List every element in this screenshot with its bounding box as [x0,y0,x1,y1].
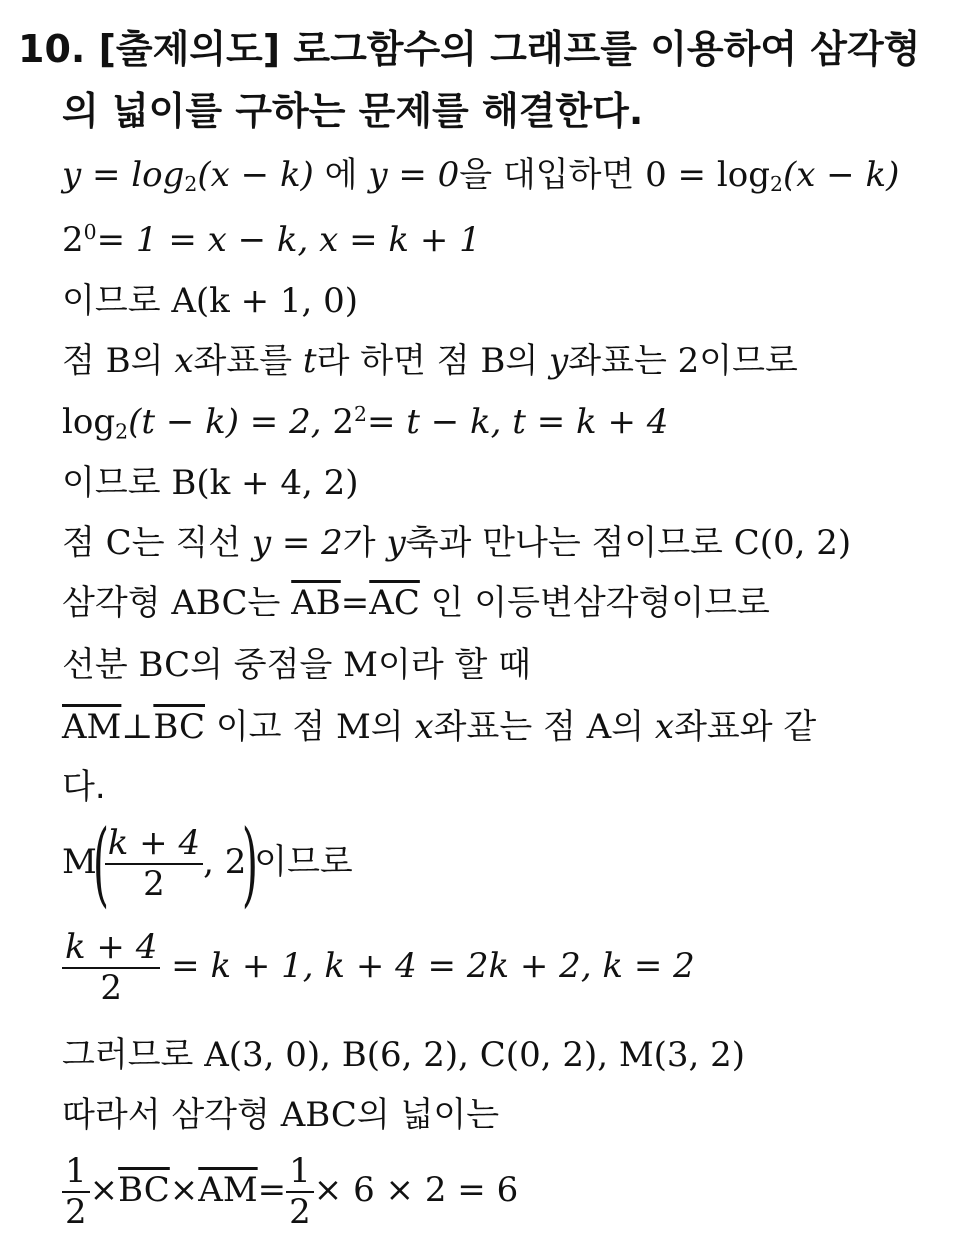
fraction-half: $\frac{1}{2}$ [62,1152,90,1232]
line-12: M( $\frac{k + 4}{2}$ , 2)이므로 [62,810,353,917]
fraction-k4-over-2: $\frac{k + 4}{2}$ [105,824,203,904]
line-13: $\frac{k + 4}{2}$ = k + 1, k + 4 = 2k + 2, k = 2 [62,928,695,1008]
line-5: $\log_2(t - k) = 2$, $2^2= t - k$, t = k + 4 [62,402,669,444]
line-1: $y = \log_2(x - k)$ 에 y = 0을 대입하면 $0 = \log_2(x - k)$ [62,155,900,197]
point-b: B(k + 4, 2) [171,463,359,503]
point-list: A(3, 0), B(6, 2), C(0, 2), M(3, 2) [204,1035,746,1075]
fraction-k4-over-2-b: $\frac{k + 4}{2}$ [62,928,160,1008]
line-4: 점 B의 x좌표를 t라 하면 점 B의 y좌표는 2이므로 [62,341,798,381]
line-2: $2^0= 1 = x - k$, x = k + 1 [62,220,481,261]
line-15: 따라서 삼각형 ABC의 넓이는 [62,1095,500,1135]
line-11: 다. [62,767,106,807]
problem-number: 10. [18,27,86,71]
fraction-half-b: $\frac{1}{2}$ [286,1152,314,1232]
point-a: A(k + 1, 0) [171,281,359,321]
intent-label: [출제의도] [98,27,281,71]
line-16: $\frac{1}{2}$ $\times\overline{BC}\times\overline{AM}=$ $\frac{1}{2}$ × 6 × 2 = 6 [62,1152,518,1232]
line-14: 그러므로 A(3, 0), B(6, 2), C(0, 2), M(3, 2) [62,1035,746,1075]
point-c: C(0, 2) [733,523,852,563]
line-6: 이므로 B(k + 4, 2) [62,463,359,503]
line-7: 점 C는 직선 y = 2가 y축과 만나는 점이므로 C(0, 2) [62,523,852,563]
intent-text-cont: 의 넓이를 구하는 문제를 해결한다. [62,89,644,133]
line-9: 선분 BC의 중점을 M이라 할 때 [62,645,531,685]
line-3: 이므로 A(k + 1, 0) [62,281,359,321]
line-8: 삼각형 ABC는 $\overline{AB}=\overline{AC}$ 인 이등변삼각형이므로 [62,583,770,623]
line-10: $\overline{AM}\perp\overline{BC}$ 이고 점 M의 x좌표는 점 A의 x좌표와 같 [62,707,817,747]
intent-text: 로그함수의 그래프를 이용하여 삼각형 [293,27,921,71]
